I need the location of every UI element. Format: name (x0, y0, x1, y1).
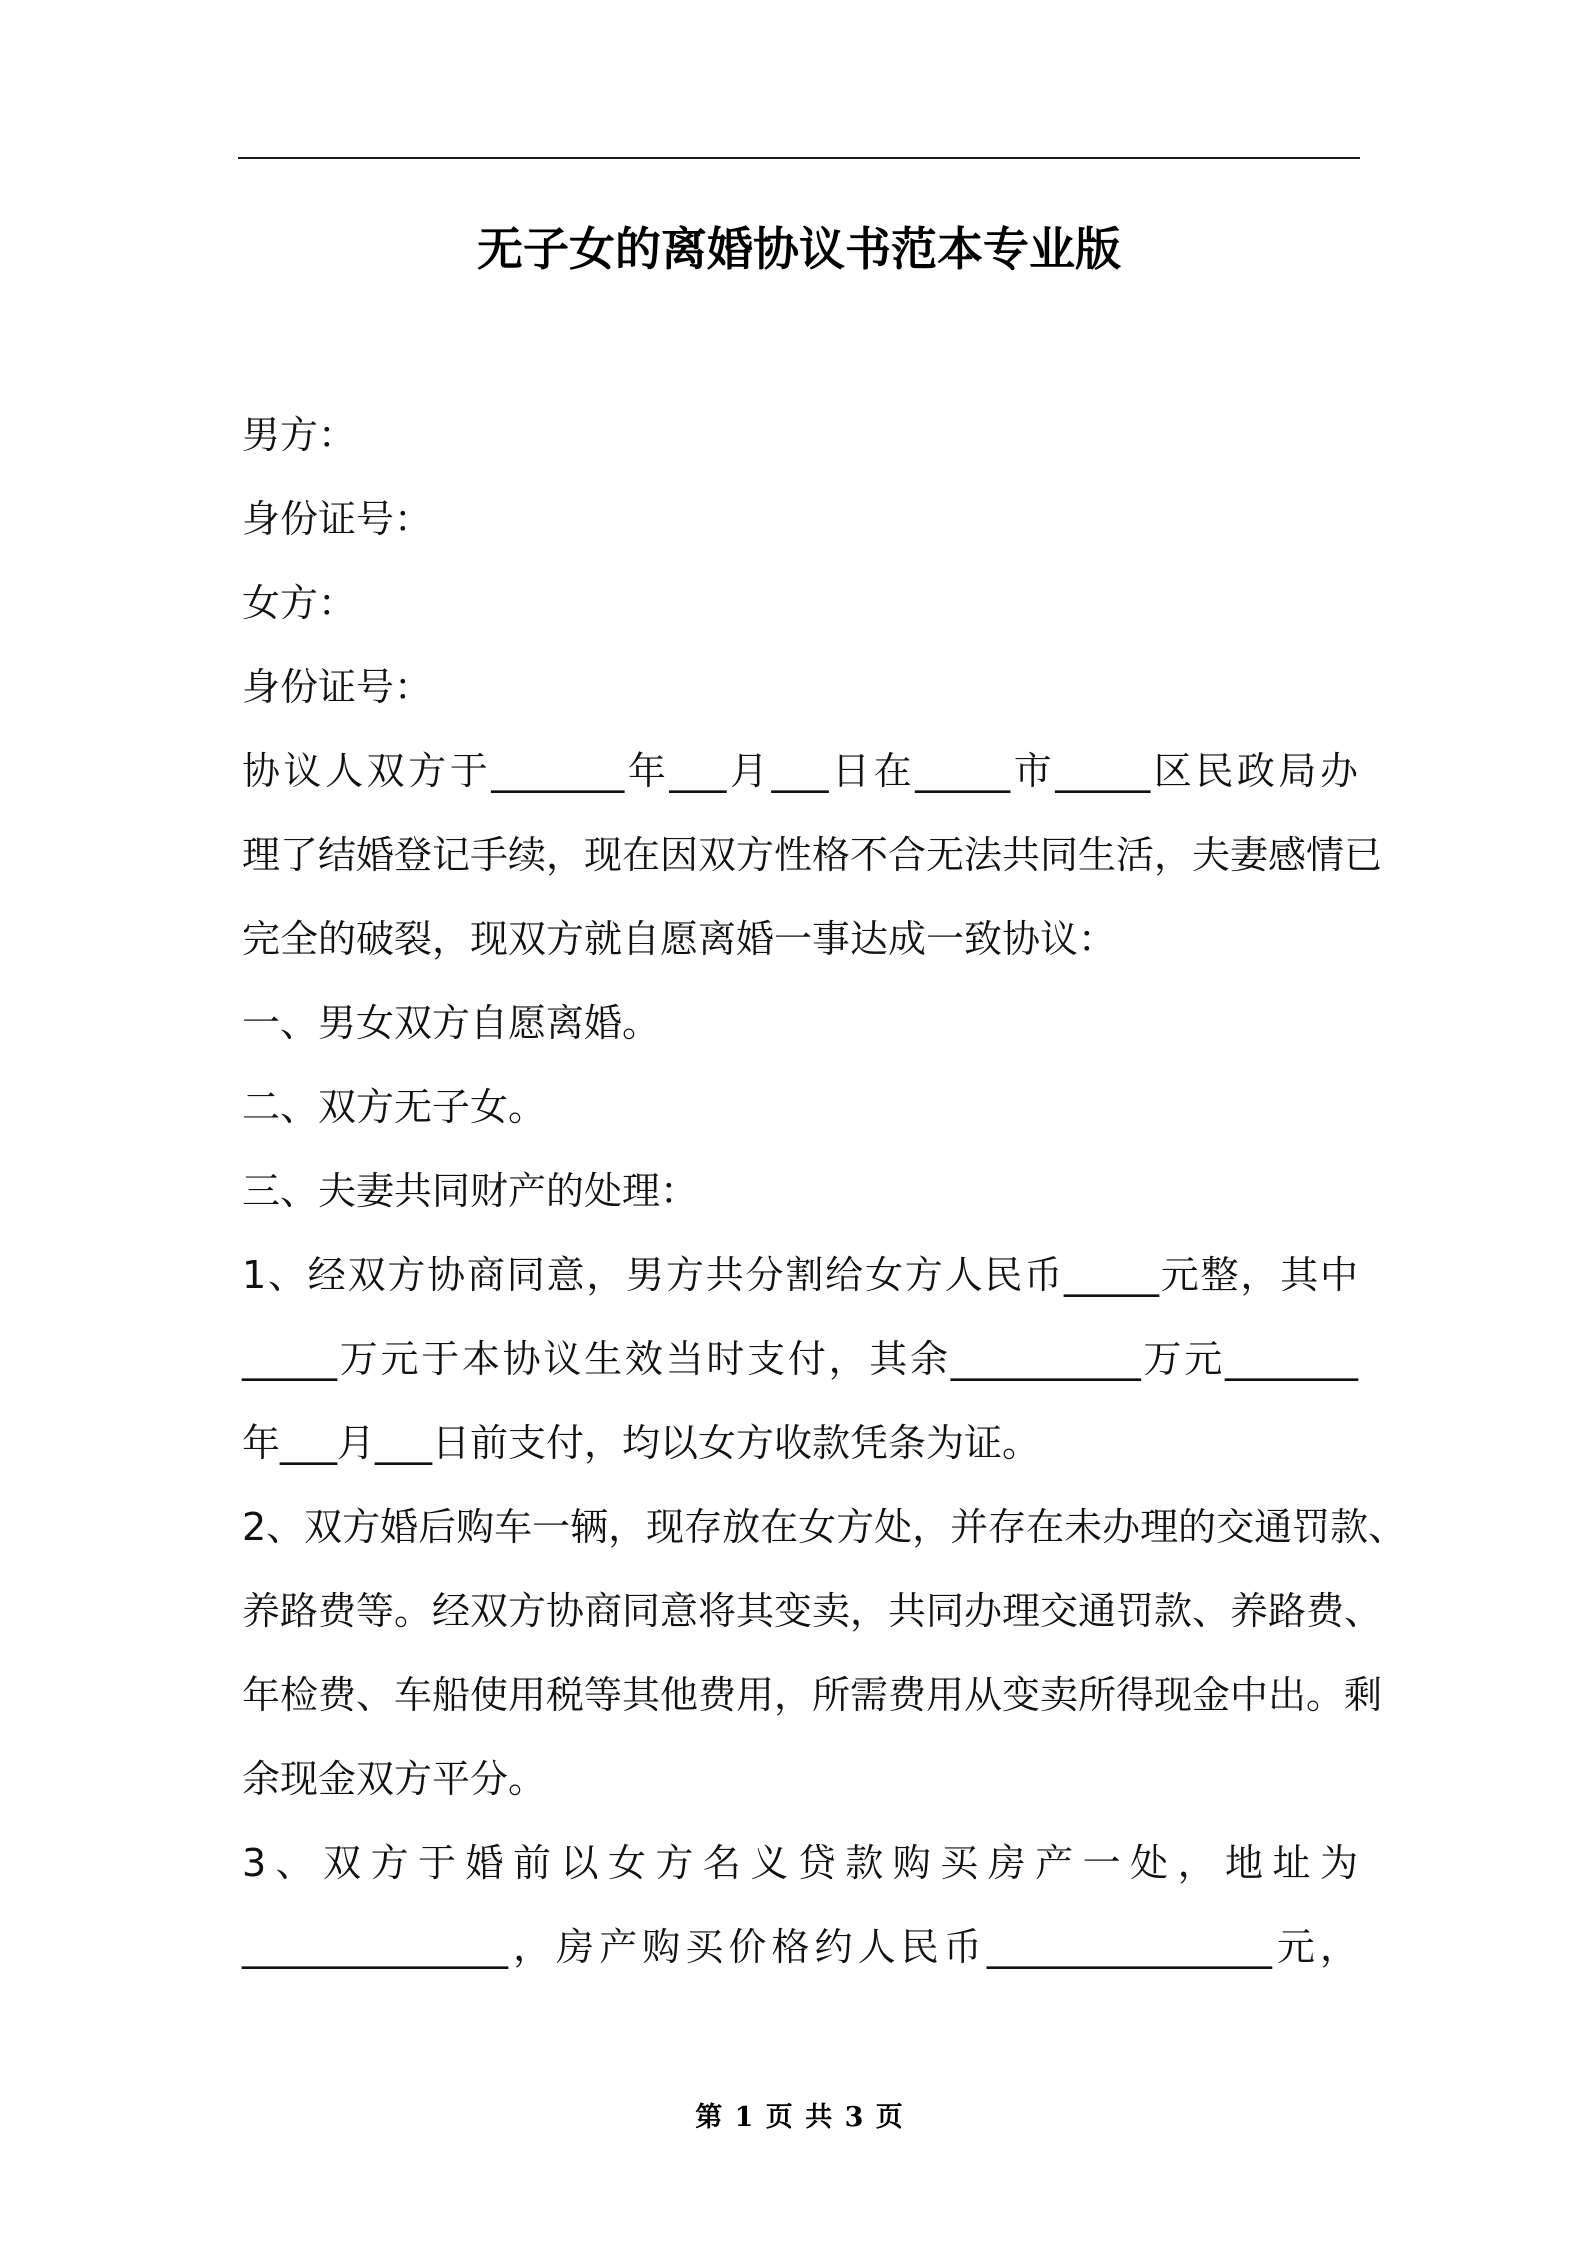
sub-clause-2-paragraph (242, 1485, 1407, 1821)
paragraph-line: ______________，房产购买价格约人民币_______________元， (242, 1925, 1358, 1969)
paragraph-line: 1、经双方协商同意，男方共分割给女方人民币_____元整，其中 (242, 1253, 1358, 1297)
paragraph-line: 二、双方无子女。 (242, 1085, 547, 1129)
male-id-number-field: 身份证号： (242, 497, 433, 541)
paragraph-line: 余现金双方平分。 (242, 1757, 547, 1801)
page-number-footer: 第 1 页 共 3 页 (695, 2102, 903, 2133)
paragraph-line: _____万元于本协议生效当时支付，其余__________万元_______ (242, 1337, 1358, 1381)
female-party-field: 女方： (242, 581, 357, 625)
clause-three-heading (242, 1149, 1358, 1233)
paragraph-line: 3、双方于婚前以女方名义贷款购买房产一处，地址为 (242, 1841, 1358, 1885)
paragraph-line: 2、双方婚后购车一辆，现存放在女方处，并存在未办理的交通罚款、 (242, 1505, 1407, 1549)
sub-clause-3-paragraph (242, 1821, 1358, 1989)
paragraph-line: 协议人双方于_______年___月___日在_____市_____区民政局办 (242, 749, 1358, 793)
paragraph-line: 理了结婚登记手续，现在因双方性格不合无法共同生活，夫妻感情已 (242, 833, 1383, 877)
party-info-block (242, 393, 1358, 729)
paragraph-line: 三、夫妻共同财产的处理： (242, 1169, 699, 1213)
preamble-paragraph (242, 729, 1383, 981)
clause-two-paragraph (242, 1065, 1358, 1149)
header-rule (238, 157, 1360, 159)
document-body (242, 393, 1407, 1989)
paragraph-line: 年___月___日前支付，均以女方收款凭条为证。 (242, 1421, 1041, 1465)
paragraph-line: 养路费等。经双方协商同意将其变卖，共同办理交通罚款、养路费、 (242, 1589, 1383, 1633)
document-title: 无子女的离婚协议书范本专业版 (477, 222, 1121, 276)
female-id-number-field: 身份证号： (242, 665, 433, 709)
paragraph-line: 完全的破裂，现双方就自愿离婚一事达成一致协议： (242, 917, 1117, 961)
male-party-field: 男方： (242, 413, 357, 457)
sub-clause-1-paragraph (242, 1233, 1358, 1485)
paragraph-line: 一、男女双方自愿离婚。 (242, 1001, 661, 1045)
clause-one-paragraph (242, 981, 1358, 1065)
paragraph-line: 年检费、车船使用税等其他费用，所需费用从变卖所得现金中出。剩 (242, 1673, 1383, 1717)
